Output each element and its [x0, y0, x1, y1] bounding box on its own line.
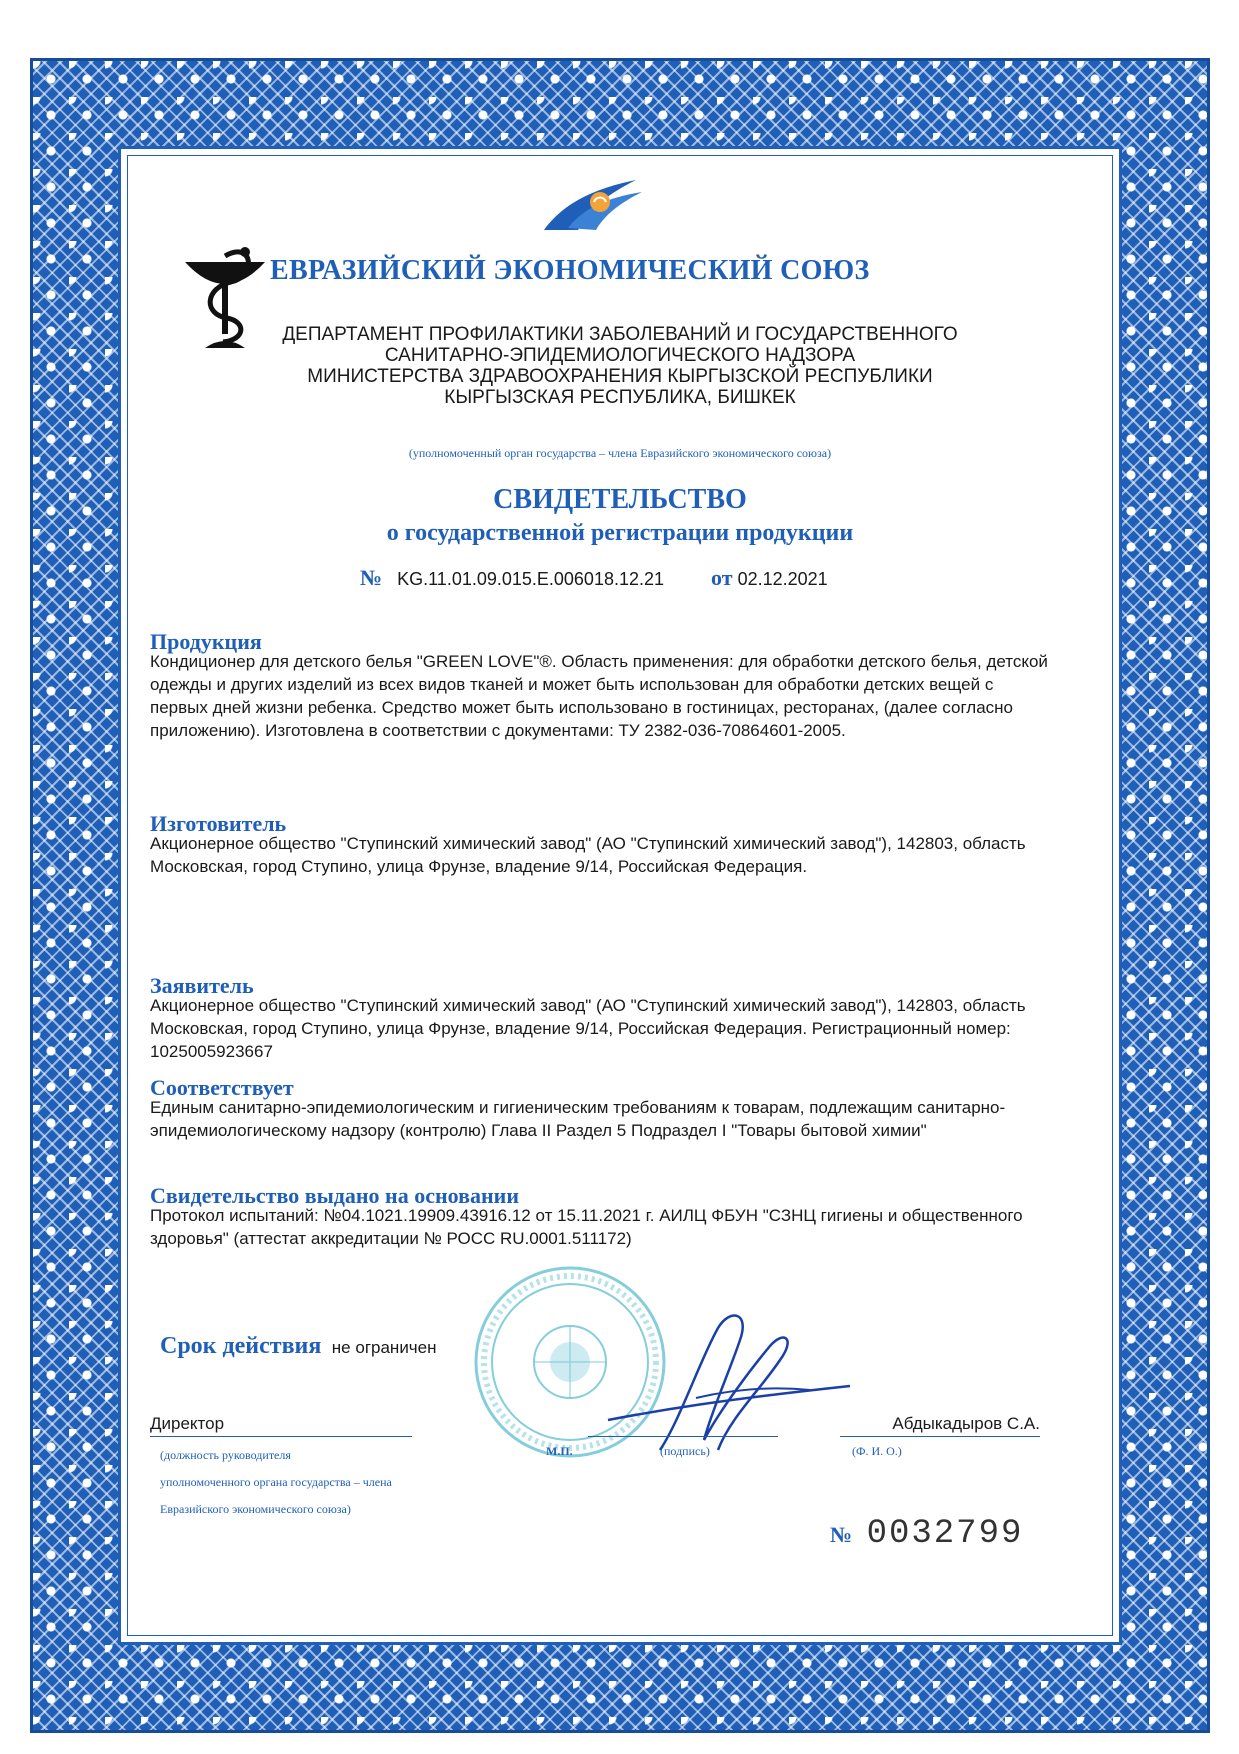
position-note-line: Евразийского экономического союза): [160, 1502, 351, 1516]
department-line: ДЕПАРТАМЕНТ ПРОФИЛАКТИКИ ЗАБОЛЕВАНИЙ И ГОСУДАРСТВЕННОГО: [282, 324, 958, 345]
eaeu-logo-icon: [538, 172, 648, 234]
compliance-section: [150, 1075, 1050, 1142]
department-line: МИНИСТЕРСТВА ЗДРАВООХРАНЕНИЯ КЫРГЫЗСКОЙ РЕСПУБЛИКИ: [307, 366, 933, 387]
product-section: [150, 629, 1050, 742]
director-position: Директор: [150, 1414, 225, 1433]
registration-date: 02.12.2021: [737, 569, 828, 589]
section-heading: Изготовитель: [150, 811, 287, 836]
manufacturer-section: [150, 811, 1050, 878]
serial-value: 0032799: [866, 1515, 1024, 1553]
applicant-section: [150, 973, 1050, 1063]
name-note: (Ф. И. О.): [852, 1444, 902, 1458]
section-heading: Продукция: [150, 629, 262, 654]
validity: [160, 1333, 437, 1360]
department-block: [200, 324, 1040, 408]
position-note-line: уполномоченного органа государства – члена: [160, 1475, 392, 1489]
section-heading: Соответствует: [150, 1075, 294, 1100]
signatory-name: Абдыкадыров С.А.: [892, 1414, 1040, 1433]
number-label: №: [360, 565, 383, 590]
registration-line: [360, 565, 828, 591]
section-text: Единым санитарно-эпидемиологическим и гигиеническим требованиям к товарам, подлежащим санитарно-эпидемиологическому надзору (контролю) Глава II Раздел 5 Подраздел I "Товары бытовой химии": [150, 1098, 1006, 1140]
name-underline: [840, 1436, 1040, 1437]
serial-number: [830, 1515, 1023, 1553]
section-text: Кондиционер для детского белья "GREEN LOVE"®. Область применения: для обработки детского белья, детской одежды и других изделий из всех видов тканей и может быть использован для обработки детских вещей с первых дней жизни ребенка. Средство может быть использовано в гостиницах, ресторанах, (далее согласно приложению). Изготовлена в соответствии с документами: ТУ 2382-036-70864601-2005.: [150, 652, 1048, 740]
section-text: Акционерное общество "Ступинский химический завод" (АО "Ступинский химический завод"), 142803, область Московская, город Ступино, улица Фрунзе, владение 9/14, Российская Федерация. Регистрационный номер: 1025005923667: [150, 996, 1026, 1061]
signature-note: (подпись): [660, 1444, 710, 1458]
section-heading: Свидетельство выдано на основании: [150, 1183, 520, 1208]
serial-label: №: [830, 1522, 853, 1547]
registration-number: KG.11.01.09.015.E.006018.12.21: [397, 569, 665, 589]
basis-section: [150, 1183, 1050, 1250]
section-heading: Заявитель: [150, 973, 254, 998]
position-note-line: (должность руководителя: [160, 1448, 291, 1462]
validity-value: не ограничен: [331, 1338, 437, 1357]
position-note: [160, 1442, 460, 1523]
section-text: Акционерное общество "Ступинский химический завод" (АО "Ступинский химический завод"), 142803, область Московская, город Ступино, улица Фрунзе, владение 9/14, Российская Федерация.: [150, 834, 1026, 876]
section-text: Протокол испытаний: №04.1021.19909.43916.12 от 15.11.2021 г. АИЛЦ ФБУН "СЗНЦ гигиены и общественного здоровья" (аттестат аккредитации № РОСС RU.0001.511172): [150, 1206, 1023, 1248]
date-label: от: [711, 565, 733, 590]
position-underline: [150, 1436, 412, 1437]
stamp-label: М.П.: [546, 1444, 573, 1458]
validity-heading: Срок действия: [160, 1333, 322, 1359]
department-line: САНИТАРНО-ЭПИДЕМИОЛОГИЧЕСКОГО НАДЗОРА: [384, 345, 856, 366]
authority-note: (уполномоченный орган государства – члена Евразийского экономического союза): [408, 446, 832, 460]
department-line: КЫРГЫЗСКАЯ РЕСПУБЛИКА, БИШКЕК: [444, 387, 796, 408]
union-title: ЕВРАЗИЙСКИЙ ЭКОНОМИЧЕСКИЙ СОЮЗ: [270, 255, 870, 286]
signature-underline: [588, 1436, 778, 1437]
document-subtitle: о государственной регистрации продукции: [386, 520, 854, 546]
document-title: СВИДЕТЕЛЬСТВО: [493, 484, 747, 515]
